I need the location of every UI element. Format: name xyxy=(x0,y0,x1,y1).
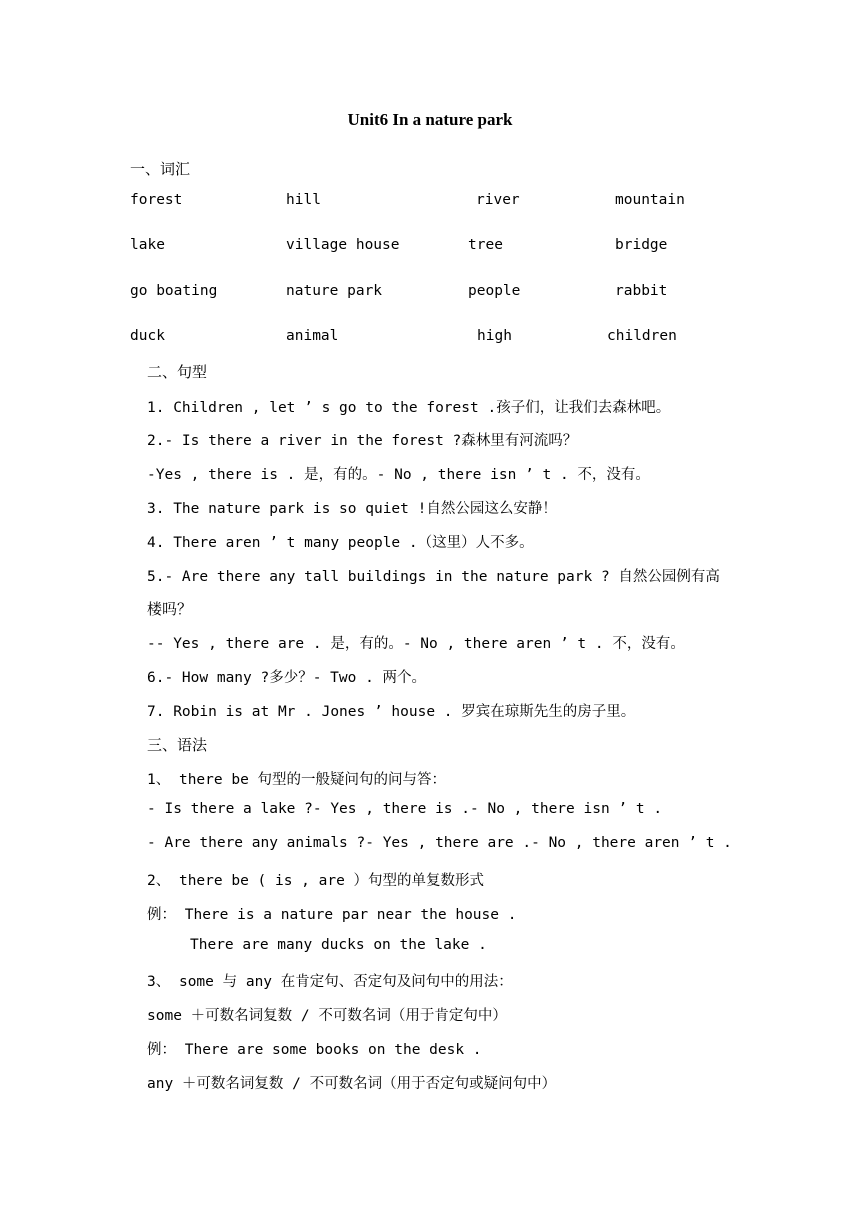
grammar-line: 例： There is a nature par near the house . xyxy=(147,907,517,923)
grammar-line: any ＋可数名词复数 / 不可数名词（用于否定句或疑问句中） xyxy=(147,1076,557,1092)
sentence-line: 4. There aren ’ t many people .（这里）人不多。 xyxy=(147,535,534,551)
vocab-word: rabbit xyxy=(615,283,668,299)
sentence-line: -- Yes , there are . 是，有的。- No , there aren ’ t . 不，没有。 xyxy=(147,636,685,652)
vocab-heading: 一、词汇 xyxy=(130,160,191,178)
vocab-word: duck xyxy=(130,328,165,344)
sentence-line: 3. The nature park is so quiet !自然公园这么安静！ xyxy=(147,501,557,517)
vocab-word: children xyxy=(607,328,677,344)
vocab-word: river xyxy=(476,192,520,208)
grammar-line: 2、 there be ( is , are ）句型的单复数形式 xyxy=(147,873,485,889)
grammar-line: 1、 there be 句型的一般疑问句的问与答： xyxy=(147,772,447,788)
vocab-word: hill xyxy=(286,192,321,208)
grammar-heading: 三、语法 xyxy=(147,736,208,754)
page-title: Unit6 In a nature park xyxy=(347,110,513,129)
grammar-line: - Is there a lake ?- Yes , there is .- No , there isn ’ t . xyxy=(147,801,663,817)
pattern-heading: 二、句型 xyxy=(147,363,208,381)
vocab-word: village house xyxy=(286,237,400,253)
vocab-word: go boating xyxy=(130,283,218,299)
sentence-line: 6.- How many ?多少？- Two . 两个。 xyxy=(147,670,427,686)
sentence-line: 楼吗？ xyxy=(147,600,193,618)
sentence-line: 7. Robin is at Mr . Jones ’ house . 罗宾在琼斯先生的房子里。 xyxy=(147,704,636,720)
sentence-line: 2.- Is there a river in the forest ?森林里有河流吗？ xyxy=(147,433,578,449)
vocab-word: people xyxy=(468,283,521,299)
grammar-line: 3、 some 与 any 在肯定句、否定句及问句中的用法： xyxy=(147,974,513,990)
grammar-line: some ＋可数名词复数 / 不可数名词（用于肯定句中） xyxy=(147,1008,507,1024)
grammar-line: - Are there any animals ?- Yes , there are .- No , there aren ’ t . xyxy=(147,835,732,851)
grammar-line: There are many ducks on the lake . xyxy=(190,937,487,953)
vocab-word: mountain xyxy=(615,192,685,208)
sentence-line: 1. Children , let ’ s go to the forest .孩子们，让我们去森林吧。 xyxy=(147,400,671,416)
sentence-line: -Yes , there is . 是，有的。- No , there isn ’ t . 不，没有。 xyxy=(147,467,650,483)
sentence-line: 5.- Are there any tall buildings in the nature park ? 自然公园例有高 xyxy=(147,569,720,585)
vocab-word: tree xyxy=(468,237,503,253)
vocab-word: forest xyxy=(130,192,183,208)
grammar-line: 例： There are some books on the desk . xyxy=(147,1042,482,1058)
vocab-word: nature park xyxy=(286,283,383,299)
vocab-word: lake xyxy=(130,237,165,253)
vocab-word: animal xyxy=(286,328,339,344)
vocab-word: high xyxy=(477,328,512,344)
vocab-word: bridge xyxy=(615,237,668,253)
